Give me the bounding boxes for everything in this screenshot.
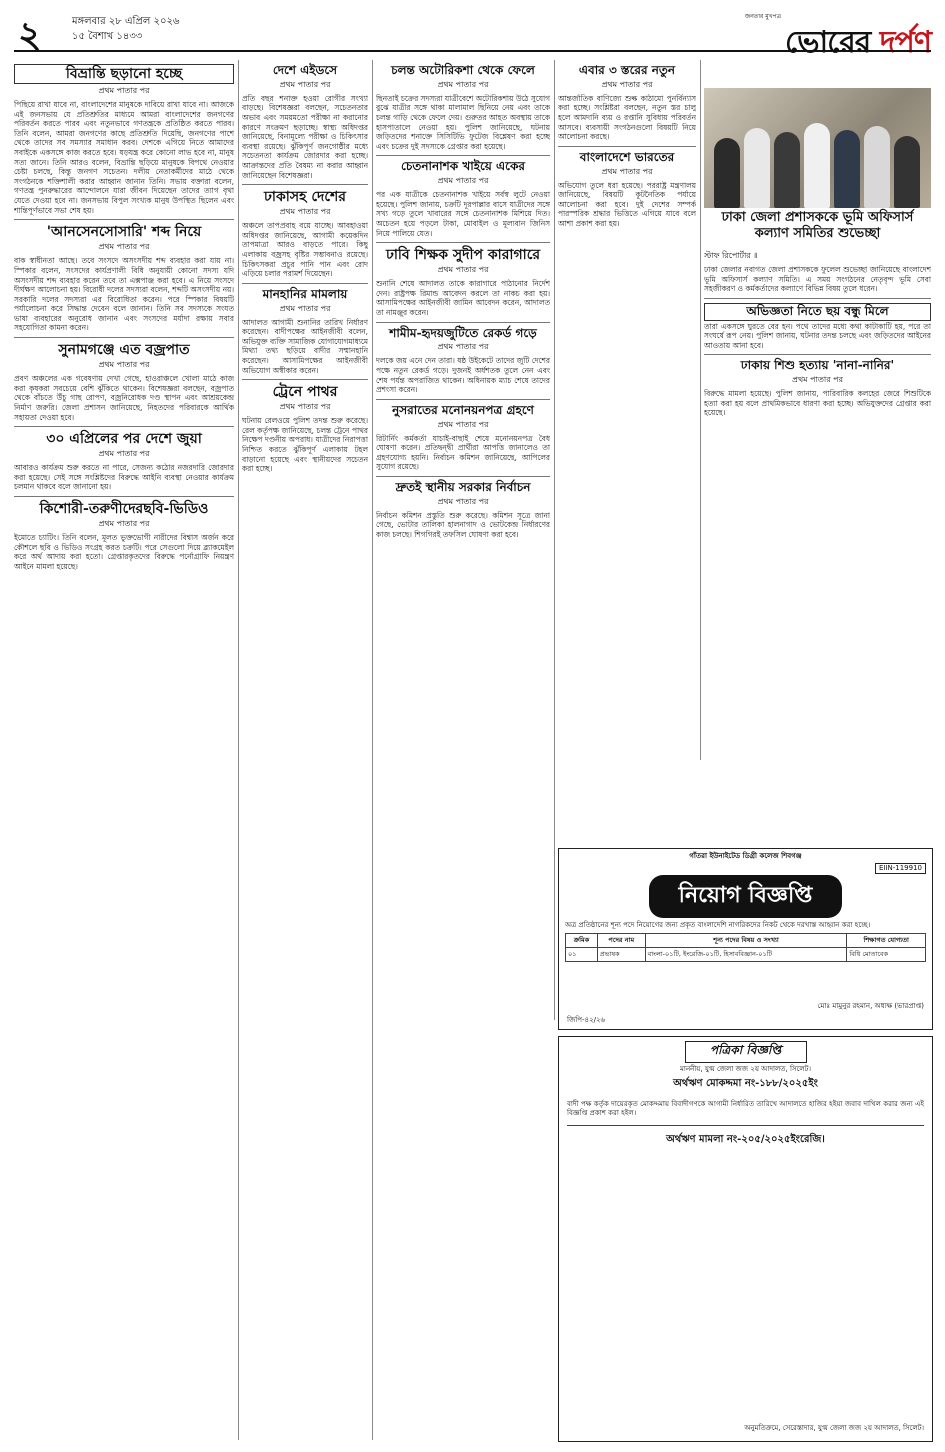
divider <box>558 146 696 147</box>
byline: প্রথম পাতার পর <box>437 496 489 506</box>
byline: প্রথম পাতার পর <box>437 79 489 89</box>
photo-caption: ঢাকা জেলা প্রশাসককে ভূমি অফিসার্স কল্যাণ সমিতির শুভেচ্ছা <box>721 210 914 241</box>
headline: ঢাকাসহ দেশের <box>264 189 346 206</box>
divider <box>376 155 550 156</box>
divider <box>242 283 368 284</box>
date-gregorian: মঙ্গলবার ২৮ এপ্রিল ২০২৬ <box>72 16 180 27</box>
headline: চলন্ত অটোরিকশা থেকে ফেলে <box>391 63 535 77</box>
byline: প্রথম পাতার পর <box>98 86 150 96</box>
notice-body: বাদী পক্ষ কর্তৃক দায়েরকৃত মোকদ্দমায় বিবাদীগণকে আগামী নির্ধারিত তারিখে আদালতে হাজির হইয়া জবাব দাখিল করার জন্য এই বিজ্ঞপ্তি প্রকাশ করা হইল। <box>567 1100 924 1117</box>
byline: প্রথম পাতার পর <box>601 166 653 176</box>
notice-signature: অনুমতিক্রমে, সেরেস্তাদার, যুগ্ম জেলা জজ ২য় আদালত, সিলেট। <box>744 1424 924 1432</box>
byline: প্রথম পাতার পর <box>98 360 150 370</box>
notice-title: পত্রিকা বিজ্ঞপ্তি <box>685 1041 807 1063</box>
column-divider <box>238 60 239 1440</box>
divider <box>242 379 368 380</box>
byline: প্রথম পাতার পর <box>98 519 150 529</box>
divider <box>14 219 234 220</box>
article-body: ছিনতাই চক্রের সদস্যরা যাত্রীবেশে অটোরিকশায় উঠে সুযোগ বুঝে যাত্রীর সঙ্গে থাকা মালামাল ছিনিয়ে নেয় এবং তাকে চলন্ত গাড়ি থেকে ফেলে দেয়। গুরুতর আহত অবস্থায় তাকে হাসপাতালে নেওয়া হয়। পুলিশ জানিয়েছে, ঘটনায় জড়িতদের শনাক্তে সিসিটিভি ফুটেজ বিশ্লেষণ করা হচ্ছে এবং চক্রের দুই সদস্যকে গ্রেপ্তার করা হয়েছে। <box>376 93 550 151</box>
headline: সুনামগঞ্জে এত বজ্রপাত <box>58 342 190 359</box>
headline: বাংলাদেশে ভারতের <box>579 149 675 164</box>
byline: প্রথম পাতার পর <box>279 207 331 217</box>
byline: প্রথম পাতার পর <box>601 79 653 89</box>
article-body: দলকে জয় এনে দেন তারা। ষষ্ঠ উইকেটে তাদের জুটি দেশের পক্ষে নতুন রেকর্ড গড়ে। দুজনই অর্ধশতক তুলে নেন এবং শেষ পর্যন্ত অপরাজিত থাকেন। অধিনায়ক ম্যাচ শেষে তাদের প্রশংসা করেন। <box>376 356 550 395</box>
article-body: পিছিয়ে রাখা যাবে না, বাংলাদেশের মানুষকে দাবিয়ে রাখা যাবে না। আজকে এই জনসভায় যে প্রতিশ্রুতির মাধ্যমে আমরা বাংলাদেশের জনগণের পরিবর্তন করতে পারব এবং নতুনভাবে গণতন্ত্রকে প্রতিষ্ঠিত করতে পারব। তিনি বলেন, আমরা জনগণের কাছে প্রতিশ্রুতি দিয়েছি, জনগণের পাশে থেকে তাদের সব সমস্যার সমাধান করব। দেশকে এগিয়ে নিতে আমাদের সবাইকে একসঙ্গে কাজ করতে হবে। ষড়যন্ত্র করে কোনো লাভ হবে না, মানুষ সত্য জানে। তিনি আরও বলেন, বিভ্রান্তি ছড়িয়ে মানুষকে বিপথে নেওয়ার চেষ্টা চলছে, কিন্তু জনগণ সচেতন। দলীয় নেতাকর্মীদের মাঠে থেকে সংগঠনকে শক্তিশালী করার আহ্বান জানান তিনি। সভায় বক্তারা বলেন, গণতন্ত্র পুনরুদ্ধারের আন্দোলনে যারা জীবন দিয়েছেন তাদের ত্যাগ বৃথা যেতে দেওয়া হবে না। জনসভায় বিপুল সংখ্যক মানুষ উপস্থিত ছিলেন এবং শান্তিপূর্ণভাবে সভা শেষ হয়। <box>14 100 234 215</box>
byline: প্রথম পাতার পর <box>98 449 150 459</box>
headline: এবার ৩ স্তরের নতুন <box>578 63 676 77</box>
article-body: বিরুদ্ধে মামলা হয়েছে। পুলিশ জানায়, পারিবারিক কলহের জেরে শিশুটিকে হত্যা করা হয় বলে প্রাথমিকভাবে ধারণা করা হচ্ছে। অভিযুক্তদের গ্রেপ্তার করা হয়েছে। <box>704 389 931 418</box>
vacancy-table <box>565 933 926 962</box>
notice-case-2: অর্থঋণ মামলা নং-২০৫/২০২৫ইংরেজি। <box>666 1134 825 1145</box>
column-2 <box>242 62 368 1442</box>
divider <box>242 184 368 185</box>
table-header: ক্রমিক <box>566 934 598 948</box>
article-body: রিটার্নিং কর্মকর্তা যাচাই-বাছাই শেষে মনোনয়নপত্র বৈধ ঘোষণা করেন। প্রতিদ্বন্দ্বী প্রার্থীরা আপত্তি জানালেও তা গ্রহণযোগ্য হয়নি। নির্বাচন কমিশন জানিয়েছে, আপিলের সুযোগ রয়েছে। <box>376 433 550 472</box>
headline: দেশে এইডসে <box>272 63 338 77</box>
headline: নুসরাতের মনোনয়নপত্র গ্রহণে <box>392 402 534 417</box>
divider <box>704 298 931 299</box>
byline: প্রথম পাতার পর <box>437 176 489 186</box>
article-body: বাক স্বাধীনতা আছে। তবে সংসদে অসংসদীয় শব্দ ব্যবহার করা যায় না। স্পিকার বলেন, সংসদের কার্যপ্রণালী বিধি অনুযায়ী কোনো সদস্য যদি অসংসদীয় শব্দ ব্যবহার করেন তবে তা এক্সপাঞ্জ করা হবে। এ নিয়ে সংসদে দীর্ঘক্ষণ আলোচনা হয়। বিরোধী দলের সদস্যরা বলেন, শব্দটি অসংসদীয় নয়। সরকারি দলের সদস্যরা এর বিরোধিতা করেন। পরে স্পিকার বিষয়টি পর্যালোচনা করে সিদ্ধান্ত দেবেন বলে জানান। তিনি সব সদস্যকে সংযত ভাষা ব্যবহারের অনুরোধ জানান এবং সংসদের মর্যাদা রক্ষায় সবার সহযোগিতা কামনা করেন। <box>14 256 234 333</box>
article-body: পর এক যাত্রীকে চেতনানাশক খাইয়ে সর্বস্ব লুটে নেওয়া হয়েছে। পুলিশ জানায়, চক্রটি দূরপাল্লার বাসে যাত্রীদের সঙ্গে সখ্য গড়ে তুলে খাবারের সঙ্গে চেতনানাশক মিশিয়ে দিত। অচেতন হয়ে পড়লে টাকা, মোবাইল ও মূল্যবান জিনিস নিয়ে পালিয়ে যেত। <box>376 190 550 238</box>
headline: ঢাবি শিক্ষক সুদীপ কারাগারে <box>385 247 541 264</box>
ad-ref: জিপি-৪২/২৬ <box>567 1016 606 1024</box>
byline: প্রথম পাতার পর <box>98 242 150 252</box>
byline: প্রথম পাতার পর <box>437 419 489 429</box>
headline: দ্রুতই স্থানীয় সরকার নির্বাচন <box>395 479 531 494</box>
court-notice <box>558 1036 933 1442</box>
table-cell: বাংলা-০১টি, ইংরেজি-০১টি, হিসাববিজ্ঞান-০১টি <box>645 948 847 962</box>
ad-institution: গাঁতরা ইউনাইটেড ডিগ্রী কলেজ শিবগঞ্জ <box>689 852 802 860</box>
byline: প্রথম পাতার পর <box>279 79 331 89</box>
headline: শামীম-হৃদয়জুটিতে রেকর্ড গড়ে <box>389 325 537 340</box>
divider <box>704 354 931 355</box>
byline: স্টাফ রিপোর্টার ॥ <box>704 251 758 260</box>
logo-word-2: দর্পণ <box>879 25 931 60</box>
column-3 <box>376 62 550 1442</box>
page-number: ২ <box>18 15 42 56</box>
article-body: নির্বাচন কমিশন প্রস্তুতি শুরু করেছে। কমিশন সূত্রে জানা গেছে, ভোটার তালিকা হালনাগাদ ও ভোটকেন্দ্র নির্ধারণের কাজ চলছে। শিগগিরই তফসিল ঘোষণা করা হবে। <box>376 510 550 539</box>
column-divider <box>372 60 373 1440</box>
notice-case: অর্থঋণ মোকদ্দমা নং-১৮৮/২০২৫ইং <box>673 1078 818 1089</box>
table-cell: ০১ <box>566 948 598 962</box>
article-body: প্রবণ অঞ্চলের এক গবেষণায় দেখা গেছে, হাওরাঞ্চলে খোলা মাঠে কাজ করা কৃষকরা সবচেয়ে বেশি ঝুঁকিতে থাকেন। বিশেষজ্ঞরা বলছেন, বজ্রপাত থেকে বাঁচতে উঁচু গাছ রোপণ, বজ্রনিরোধক দণ্ড স্থাপন এবং আশ্রয়কেন্দ্র নির্মাণ জরুরি। জেলা প্রশাসন জানিয়েছে, নিহতদের পরিবারকে আর্থিক সহায়তা দেওয়া হবে। <box>14 374 234 422</box>
table-cell: প্রভাষক <box>597 948 645 962</box>
divider <box>376 242 550 243</box>
table-header: পদের নাম <box>597 934 645 948</box>
logo-text <box>785 18 931 69</box>
byline: প্রথম পাতার পর <box>437 265 489 275</box>
byline: প্রথম পাতার পর <box>437 342 489 352</box>
ad-intro: অত্র প্রতিষ্ঠানের শূন্য পদে নিয়োগের জন্য প্রকৃত বাংলাদেশি নাগরিকদের নিকট থেকে দরখাস্ত আহ্বান করা হচ্ছে। <box>565 921 871 929</box>
article-body: আদালত আগামী শুনানির তারিখ নির্ধারণ করেছেন। বাদীপক্ষের আইনজীবী বলেন, অভিযুক্ত ব্যক্তি সামাজিক যোগাযোগমাধ্যমে মিথ্যা তথ্য ছড়িয়ে বাদীর সম্মানহানি করেছেন। আসামিপক্ষের আইনজীবী অভিযোগ অস্বীকার করেন। <box>242 317 368 375</box>
divider <box>14 496 234 497</box>
headline: চেতনানাশক খাইয়ে একের <box>401 159 525 174</box>
article-body: ইমোতে চ্যাটিং। তিনি বলেন, মূলত ভুক্তভোগী নারীদের বিশ্বাস অর্জন করে কৌশলে ছবি ও ভিডিও সংগ্রহ করত চক্রটি। পরে সেগুলো দিয়ে ব্ল্যাকমেইল করে অর্থ আদায় করা হতো। গ্রেপ্তারকৃতদের বিরুদ্ধে পর্নোগ্রাফি নিয়ন্ত্রণ আইনে মামলা হয়েছে। <box>14 533 234 571</box>
headline: 'আনসেনসোসারি' শব্দ নিয়ে <box>46 224 202 241</box>
byline: প্রথম পাতার পর <box>279 402 331 412</box>
column-divider <box>700 60 701 760</box>
headline: কিশোরী-তরুণীদেরছবি-ভিডিও <box>39 501 209 517</box>
article-body: ঢাকা জেলার নবাগত জেলা প্রশাসককে ফুলেল শুভেচ্ছা জানিয়েছে বাংলাদেশ ভূমি অফিসার্স কল্যাণ সমিতি। এ সময় সংগঠনের নেতৃবৃন্দ ভূমি সেবা সহজীকরণ ও কর্মকর্তাদের কল্যাণে বিভিন্ন বিষয় তুলে ধরেন। <box>704 265 931 294</box>
divider <box>376 476 550 477</box>
headline: বিভ্রান্তি ছড়ানো হচ্ছে <box>14 64 234 84</box>
event-photo <box>704 88 931 208</box>
notice-divider <box>567 1125 924 1126</box>
logo-tagline: জনতার মুখপত্র <box>744 13 781 20</box>
table-cell: বিধি মোতাবেক <box>847 948 926 962</box>
divider <box>376 322 550 323</box>
article-body: প্রতি বছর শনাক্ত হওয়া রোগীর সংখ্যা বাড়ছে। বিশেষজ্ঞরা বলছেন, সচেতনতার অভাব এবং সময়মতো পরীক্ষা না করানোর কারণে সংক্রমণ ছড়াচ্ছে। স্বাস্থ্য অধিদপ্তর জানিয়েছে, বিনামূল্যে পরীক্ষা ও চিকিৎসার ব্যবস্থা রয়েছে। ঝুঁকিপূর্ণ জনগোষ্ঠীর মধ্যে সচেতনতা কার্যক্রম জোরদার করা হচ্ছে। আক্রান্তদের প্রতি বৈষম্য না করার আহ্বান জানিয়েছেন বিশেষজ্ঞরা। <box>242 93 368 180</box>
divider <box>376 399 550 400</box>
article-body: আন্তর্জাতিক বাণিজ্যে শুল্ক কাঠামো পুনর্বিন্যাস করা হচ্ছে। সংশ্লিষ্টরা বলছেন, নতুন স্তর চালু হলে আমদানি ব্যয় ও রপ্তানি সুবিধায় পরিবর্তন আসবে। ব্যবসায়ী সংগঠনগুলো বিষয়টি নিয়ে আলোচনা করছে। <box>558 93 696 142</box>
headline: অভিজ্ঞতা নিতে ছয় বন্ধু মিলে <box>704 303 931 321</box>
logo-word-1: ভোরের <box>784 25 871 60</box>
ad-banner: নিয়োগ বিজ্ঞপ্তি <box>649 875 842 918</box>
byline: প্রথম পাতার পর <box>792 375 843 385</box>
headline: ট্রেনে পাথর <box>272 384 338 401</box>
column-5 <box>704 250 931 760</box>
headline: ৩০ এপ্রিলের পর দেশে জুয়া <box>46 431 202 448</box>
article-body: আবারও কার্যক্রম শুরু করতে না পারে, সেজন্য কঠোর নজরদারি জোরদার করা হয়েছে। সেই সঙ্গে সংশ্লিষ্টদের বিরুদ্ধে আইনি ব্যবস্থা নেওয়ার কার্যক্রম চলমান থাকবে বলে জানানো হয়। <box>14 463 234 492</box>
byline: প্রথম পাতার পর <box>279 303 331 313</box>
divider <box>14 337 234 338</box>
headline: ঢাকায় শিশু হত্যায় 'নানা-নানির' <box>740 358 895 373</box>
ad-signature: মোঃ মামুনুর রহমান, অধ্যক্ষ (ভারপ্রাপ্ত) <box>817 1002 924 1010</box>
ad-eiin: EIIN-119910 <box>875 863 926 874</box>
article-body: ঘটনায় রেলওয়ে পুলিশ তদন্ত শুরু করেছে। রেল কর্তৃপক্ষ জানিয়েছে, চলন্ত ট্রেনে পাথর নিক্ষেপ দণ্ডনীয় অপরাধ। যাত্রীদের নিরাপত্তা নিশ্চিত করতে ঝুঁকিপূর্ণ এলাকায় টহল বাড়ানো হয়েছে এবং স্থানীয়দের সচেতন করা হচ্ছে। <box>242 416 368 474</box>
table-header: শিক্ষাগত যোগ্যতা <box>847 934 926 948</box>
divider <box>14 426 234 427</box>
vacancy-ad <box>558 848 933 1030</box>
column-4 <box>558 62 696 762</box>
headline: মানহানির মামলায় <box>262 286 348 301</box>
article-body: অভিযোগ তুলে ধরা হয়েছে। পররাষ্ট্র মন্ত্রণালয় জানিয়েছে, বিষয়টি কূটনৈতিক পর্যায়ে আলোচনা করা হবে। দুই দেশের সম্পর্ক পারস্পরিক শ্রদ্ধার ভিত্তিতে এগিয়ে যাবে বলে আশা প্রকাশ করা হয়। <box>558 180 696 228</box>
column-1 <box>14 62 234 1442</box>
date-block <box>72 14 180 44</box>
newspaper-logo <box>716 8 931 60</box>
article-body: তারা একসঙ্গে ঘুরতে বের হন। পথে তাদের মধ্যে কথা কাটাকাটি হয়, পরে তা সংঘর্ষে রূপ নেয়। পুলিশ জানায়, ঘটনার তদন্ত চলছে এবং জড়িতদের আইনের আওতায় আনা হবে। <box>704 321 931 350</box>
article-body: অঞ্চলে তাপপ্রবাহ বয়ে যাচ্ছে। আবহাওয়া অধিদপ্তর জানিয়েছে, আগামী কয়েকদিন তাপমাত্রা আরও বাড়তে পারে। কিছু এলাকায় বজ্রসহ বৃষ্টির সম্ভাবনাও রয়েছে। চিকিৎসকরা প্রচুর পানি পান এবং রোদ এড়িয়ে চলার পরামর্শ দিয়েছেন। <box>242 221 368 279</box>
masthead-rule <box>14 50 931 52</box>
notice-court: মাননীয়, যুগ্ম জেলা জজ ২য় আদালত, সিলেট। <box>680 1065 811 1073</box>
column-divider <box>554 60 555 1020</box>
article-body: শুনানি শেষে আদালত তাকে কারাগারে পাঠানোর নির্দেশ দেন। রাষ্ট্রপক্ষ রিমান্ড আবেদন করলে তা নাকচ করা হয়। আসামিপক্ষের আইনজীবী জামিন আবেদন করেন, আদালত তা নামঞ্জুর করেন। <box>376 279 550 317</box>
table-row <box>566 948 926 962</box>
table-header: শূন্য পদের বিষয় ও সংখ্যা <box>645 934 847 948</box>
date-bengali: ১৫ বৈশাখ ১৪৩৩ <box>72 31 143 42</box>
